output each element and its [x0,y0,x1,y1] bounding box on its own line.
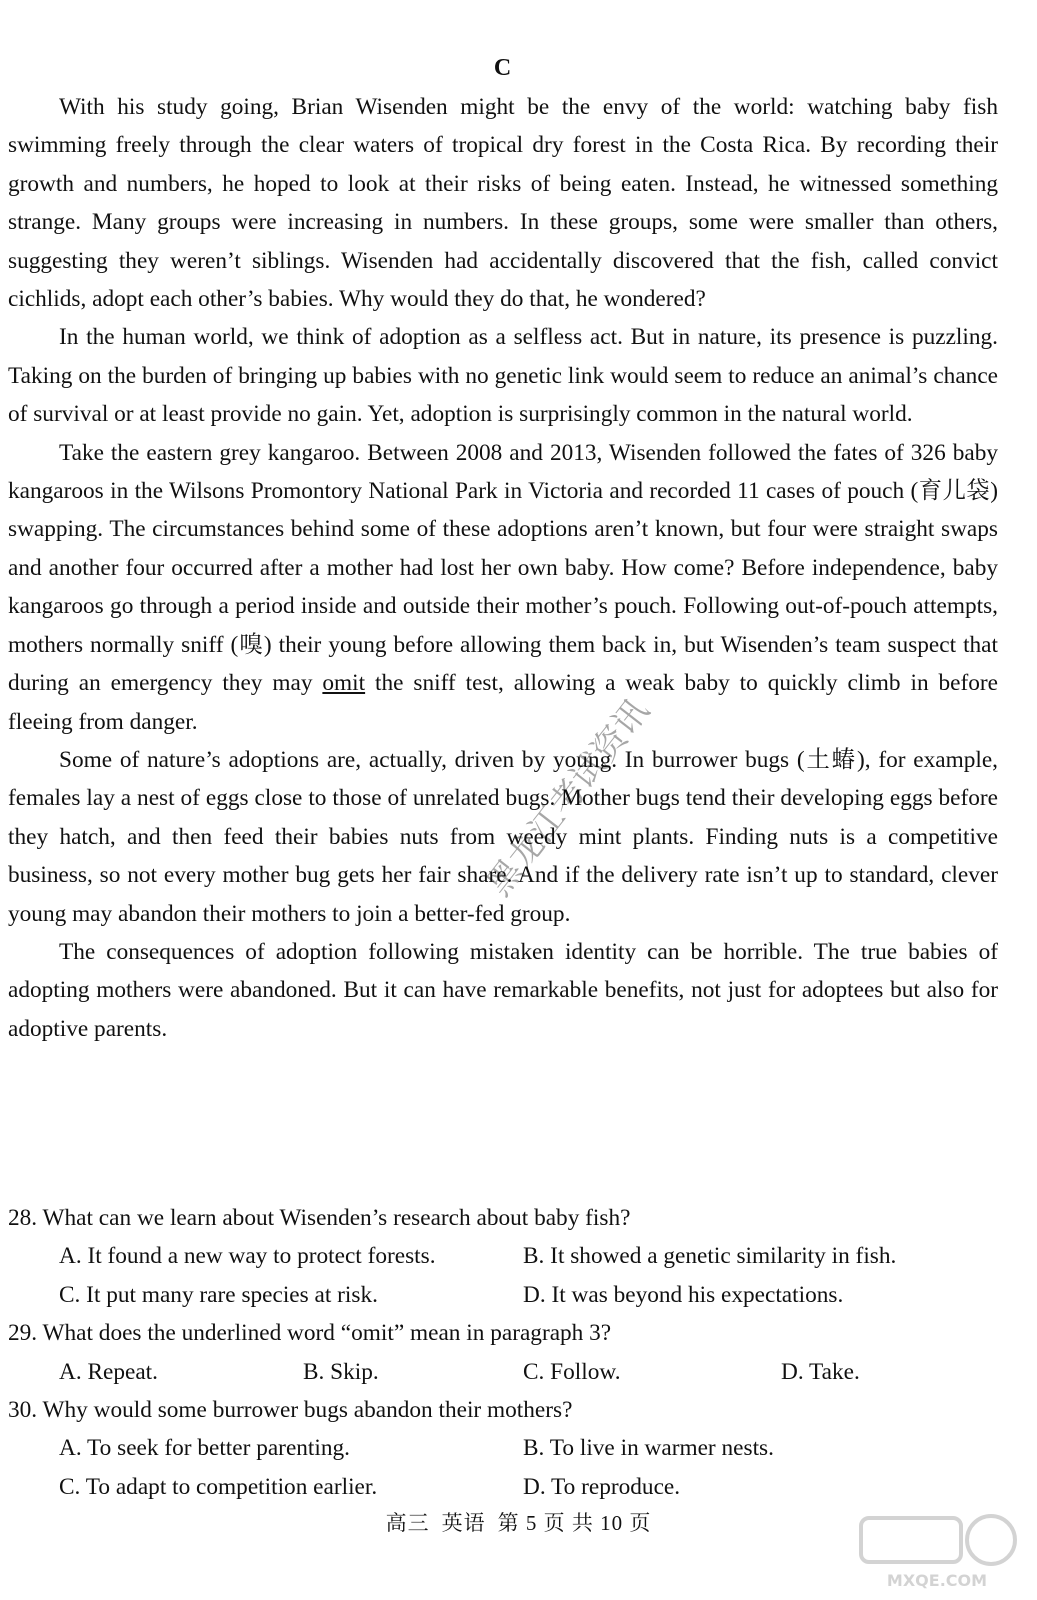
option-b: B. It showed a genetic similarity in fish. [523,1243,897,1270]
logo-text: MXQE.COM [886,1571,988,1590]
question-30 [8,1391,998,1506]
question-stem: 28. What can we learn about Wisenden’s research about baby fish? [8,1205,631,1231]
question-stem: 30. Why would some burrower bugs abandon their mothers? [8,1397,573,1424]
option-d: D. To reproduce. [523,1473,681,1500]
option-a: A. Repeat. [59,1358,158,1385]
footer-page-info: 第 5 页 共 10 页 [497,1511,652,1535]
watermark: 黑龙江考试资讯 [478,691,657,904]
paragraph-3-part-2: the sniff test, allowing a weak baby to quickly climb in before fleeing from danger. [8,670,998,735]
footer-subject: 英语 [441,1511,486,1535]
option-grid [8,1429,998,1506]
paragraph-5: The consequences of adoption following mistaken identity can be horrible. The true babies of adopting mothers were abandoned. But it can have remarkable benefits, not just for adoptees but also for adoptive parents. [8,938,998,1042]
site-logo-icon [851,1510,1023,1592]
option-row [8,1353,998,1391]
option-d: D. Take. [781,1358,860,1385]
option-a: A. It found a new way to protect forests. [59,1243,436,1270]
paragraph-1: With his study going, Brian Wisenden might be the envy of the world: watching baby fish swimming freely through the clear waters of tropical dry forest in the Costa Rica. By recording their growth and numbers, he hoped to look at their risks of being eaten. Instead, he witnessed something strange. Many groups were increasing in numbers. In these groups, some were smaller than others, suggesting they weren’t siblings. Wisenden had accidentally discovered that the fish, called convict cichlids, adopt each other’s babies. Why would they do that, he wondered? [8,94,998,313]
paragraph-3 [8,434,998,741]
question-list [8,1199,998,1506]
question-stem: 29. What does the underlined word “omit” mean in paragraph 3? [8,1320,612,1347]
option-b: B. To live in warmer nests. [523,1435,774,1462]
paragraph-2: In the human world, we think of adoption as a selfless act. But in nature, its presence is puzzling. Taking on the burden of bringing up babies with no genetic link would seem to reduce an animal’s chance of survival or at least provide no gain. Yet, adoption is surprisingly common in the natural world. [8,324,998,428]
option-b: B. Skip. [303,1358,379,1385]
option-d: D. It was beyond his expectations. [523,1281,844,1308]
underlined-word-omit: omit [322,670,366,697]
paragraph-3-part-1: Take the eastern grey kangaroo. Between 2008 and 2013, Wisenden followed the fates of 326 baby kangaroos in the Wilsons Promontory National Park in Victoria and recorded 11 cases of pouch (育儿袋) swapping. The circumstances behind some of these adoptions aren’t known, but four were straight swaps and another four occurred after a mother had lost her own baby. How come? Before independence, baby kangaroos go through a period inside and outside their mother’s pouch. Following out-of-pouch attempts, mothers normally sniff (嗅) their young before allowing them back in, but Wisenden’s team suspect that during an emergency they may [8,439,998,697]
reading-passage [8,88,998,1048]
option-c: C. It put many rare species at risk. [59,1281,378,1308]
paragraph-4: Some of nature’s adoptions are, actually, driven by young. In burrower bugs (土蝽), for example, females lay a nest of eggs close to those of unrelated bugs. Mother bugs tend their developing eggs before they hatch, and then feed their babies nuts from weedy mint plants. Finding nuts is a competitive business, so not every mother bug gets her fair share. And if the delivery rate isn’t up to standard, clever young may abandon their mothers to join a better-fed group. [8,746,998,927]
option-a: A. To seek for better parenting. [59,1435,350,1462]
option-grid [8,1237,998,1314]
option-c: C. Follow. [523,1358,621,1385]
question-28 [8,1199,998,1314]
option-c: C. To adapt to competition earlier. [59,1473,378,1500]
footer-grade: 高三 [385,1511,430,1535]
question-29 [8,1314,998,1391]
section-letter: C [493,55,512,81]
